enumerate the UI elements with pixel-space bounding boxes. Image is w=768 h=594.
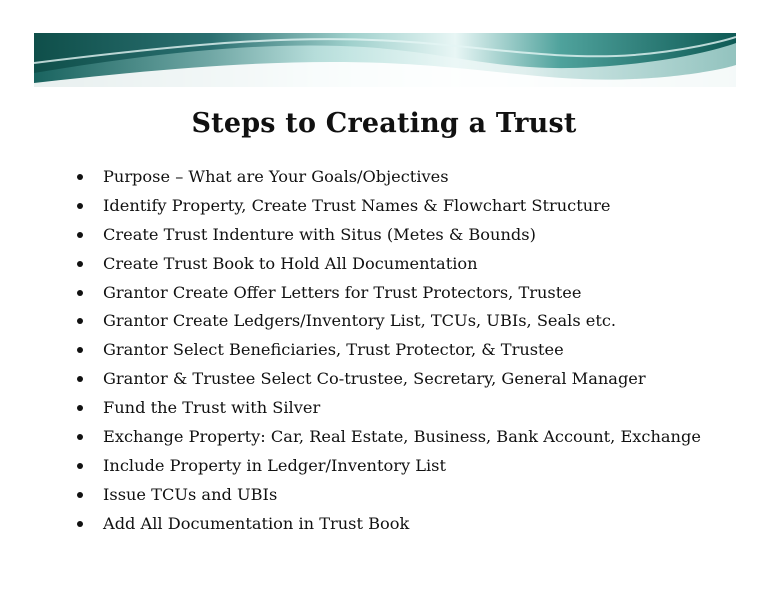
list-item [75,336,701,365]
bullet-icon [77,232,83,238]
bullet-icon [77,492,83,498]
list-item [75,163,701,192]
list-item [75,481,701,510]
bullet-icon [77,521,83,527]
list-item-text: Grantor Create Offer Letters for Trust Protectors, Trustee [103,282,582,302]
bullet-icon [77,174,83,180]
list-item [75,510,701,539]
steps-list [75,163,701,539]
bullet-icon [77,261,83,267]
list-item [75,279,701,308]
list-item-text: Issue TCUs and UBIs [103,484,278,504]
list-item-text: Identify Property, Create Trust Names & Flowchart Structure [103,195,611,215]
slide-title: Steps to Creating a Trust [191,108,577,139]
list-item-text: Exchange Property: Car, Real Estate, Business, Bank Account, Exchange [103,427,701,447]
bullet-icon [77,347,83,353]
bullet-icon [77,203,83,209]
bullet-icon [77,463,83,469]
bullet-icon [77,376,83,382]
list-item-text: Create Trust Book to Hold All Documentation [103,253,478,273]
list-item-text: Create Trust Indenture with Situs (Metes & Bounds) [103,224,536,244]
list-item [75,192,701,221]
list-item [75,394,701,423]
header-wave-banner [34,33,736,87]
list-item [75,221,701,250]
list-item-text: Add All Documentation in Trust Book [103,513,410,533]
bullet-icon [77,290,83,296]
bullet-icon [77,318,83,324]
bullet-icon [77,434,83,440]
list-item-text: Grantor Select Beneficiaries, Trust Protector, & Trustee [103,340,564,360]
bullet-icon [77,405,83,411]
list-item-text: Fund the Trust with Silver [103,398,321,418]
list-item [75,307,701,336]
list-item-text: Purpose – What are Your Goals/Objectives [103,167,449,186]
list-item [75,250,701,279]
list-item [75,452,701,481]
list-item [75,423,701,452]
list-item-text: Grantor & Trustee Select Co-trustee, Secretary, General Manager [103,369,646,389]
list-item-text: Include Property in Ledger/Inventory List [103,455,446,475]
list-item [75,365,701,394]
list-item-text: Grantor Create Ledgers/Inventory List, TCUs, UBIs, Seals etc. [103,311,617,331]
